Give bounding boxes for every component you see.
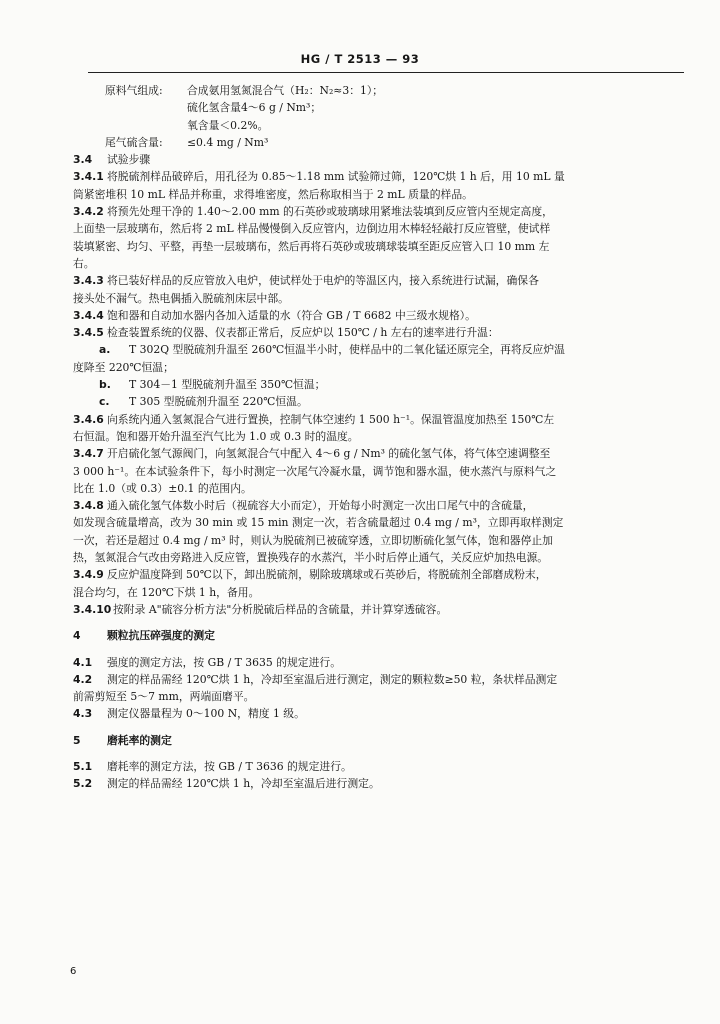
para-3-4-2: 3.4.2 将预先处理干净的 1.40～2.00 mm 的石英砂或玻璃球用紧堆法装填到反应管内至规定高度， xyxy=(73,205,553,219)
document-body xyxy=(73,82,673,793)
para-line: 混合均匀，在 120℃下烘 1 h，备用。 xyxy=(73,585,260,599)
para-4-3: 4.3 测定仪器量程为 0～100 N，精度 1 级。 xyxy=(73,707,305,721)
para-3-4-4: 3.4.4 饱和器和自动加水器内各加入适量的水（符合 GB / T 6682 中三级水规格）。 xyxy=(73,308,476,322)
feed-gas-line-3: 氧含量＜0.2%。 xyxy=(187,118,269,132)
para-3-4-5: 3.4.5 检查装置系统的仪器、仪表都正常后，反应炉以 150℃ / h 左右的速率进行升温： xyxy=(73,326,499,340)
section-3-4-heading: 3.4 试验步骤 xyxy=(73,153,151,167)
para-4-2: 4.2 测定的样品需经 120℃烘 1 h，冷却至室温后进行测定，测定的颗粒数≥50 粒，条状样品测定 xyxy=(73,672,558,686)
para-line: 接头处不漏气。热电偶插入脱硫剂床层中部。 xyxy=(73,291,289,305)
para-line: 上面垫一层玻璃布，然后将 2 mL 样品慢慢倒入反应管内，边倒边用木棒轻轻敲打反应管壁，使试样 xyxy=(73,222,551,236)
para-4-1: 4.1 强度的测定方法，按 GB / T 3635 的规定进行。 xyxy=(73,655,341,669)
standard-header: HG / T 2513 — 93 xyxy=(300,52,420,66)
para-line: 筒紧密堆积 10 mL 样品并称重，求得堆密度，然后称取相当于 2 mL 质量的样品。 xyxy=(73,187,473,201)
para-line: 装填紧密、均匀、平整，再垫一层玻璃布，然后再将石英砂或玻璃球装填至距反应管入口 10 mm 左 xyxy=(73,239,550,253)
feed-gas-line-1: 合成氨用氢氮混合气（H₂：N₂≈3：1）； xyxy=(187,84,384,97)
para-3-4-1: 3.4.1 将脱硫剂样品破碎后，用孔径为 0.85～1.18 mm 试验筛过筛，120℃烘 1 h 后，用 10 mL 量 xyxy=(73,170,565,184)
para-line: 一次，若还是超过 0.4 mg / m³ 时，则认为脱硫剂已被硫穿透，立即切断硫化氢气体，饱和器停止加 xyxy=(73,533,553,547)
section-4-heading: 4 颗粒抗压碎强度的测定 xyxy=(73,629,215,643)
feed-gas-label: 原料气组成: xyxy=(105,84,163,97)
para-line: 3 000 h⁻¹。在本试验条件下，每小时测定一次尾气冷凝水量，调节饱和器水温，使水蒸汽与原料气之 xyxy=(73,464,557,478)
para-3-4-9: 3.4.9 反应炉温度降到 50℃以下，卸出脱硫剂，剔除玻璃球或石英砂后，将脱硫剂全部磨成粉末， xyxy=(73,568,547,582)
tail-gas-row xyxy=(73,134,673,151)
para-3-4-3: 3.4.3 将已装好样品的反应管放入电炉，使试样处于电炉的等温区内，接入系统进行试漏，确保各 xyxy=(73,274,539,288)
list-item-a: a. T 302Q 型脱硫剂升温至 260℃恒温半小时，使样品中的二氧化锰还原完全，再将反应炉温 xyxy=(99,343,565,357)
tail-gas-value: ≤0.4 mg / Nm³ xyxy=(187,135,269,149)
para-3-4-8: 3.4.8 通入硫化氢气体数小时后（视硫容大小而定），开始每小时测定一次出口尾气中的含硫量， xyxy=(73,499,534,513)
para-5-1: 5.1 磨耗率的测定方法，按 GB / T 3636 的规定进行。 xyxy=(73,759,352,773)
feed-gas-row xyxy=(73,82,673,99)
para-3-4-6: 3.4.6 向系统内通入氢氮混合气进行置换，控制气体空速约 1 500 h⁻¹。保温管温度加热至 150℃左 xyxy=(73,412,555,426)
para-line: 右。 xyxy=(73,256,95,270)
header-rule xyxy=(88,72,684,73)
page-number: 6 xyxy=(70,966,77,977)
para-line: 右恒温。饱和器开始升温至汽气比为 1.0 或 0.3 时的温度。 xyxy=(73,429,359,443)
list-item-b: b. T 304－1 型脱硫剂升温至 350℃恒温； xyxy=(99,378,326,392)
para-line: 热，氢氮混合气改由旁路进入反应管，置换残存的水蒸汽，半小时后停止通气，关反应炉加热电源。 xyxy=(73,551,549,565)
para-line: 度降至 220℃恒温； xyxy=(73,360,174,374)
para-3-4-7: 3.4.7 开启硫化氢气源阀门，向氢氮混合气中配入 4～6 g / Nm³ 的硫化氢气体，将气体空速调整至 xyxy=(73,447,551,461)
list-item-c: c. T 305 型脱硫剂升温至 220℃恒温。 xyxy=(99,395,308,409)
section-5-heading: 5 磨耗率的测定 xyxy=(73,733,172,747)
para-line: 比在 1.0（或 0.3）±0.1 的范围内。 xyxy=(73,481,252,495)
para-line: 前需剪短至 5～7 mm，两端面磨平。 xyxy=(73,690,255,704)
para-line: 如发现含硫量增高，改为 30 min 或 15 min 测定一次，若含硫量超过 0.4 mg / m³，立即再取样测定 xyxy=(73,516,564,530)
tail-gas-label: 尾气硫含量: xyxy=(105,135,163,149)
para-5-2: 5.2 测定的样品需经 120℃烘 1 h，冷却至室温后进行测定。 xyxy=(73,777,380,791)
para-3-4-10: 3.4.10 按附录 A"硫容分析方法"分析脱硫后样品的含硫量，并计算穿透硫容。 xyxy=(73,602,448,616)
feed-gas-line-2: 硫化氢含量4～6 g / Nm³； xyxy=(187,101,322,115)
